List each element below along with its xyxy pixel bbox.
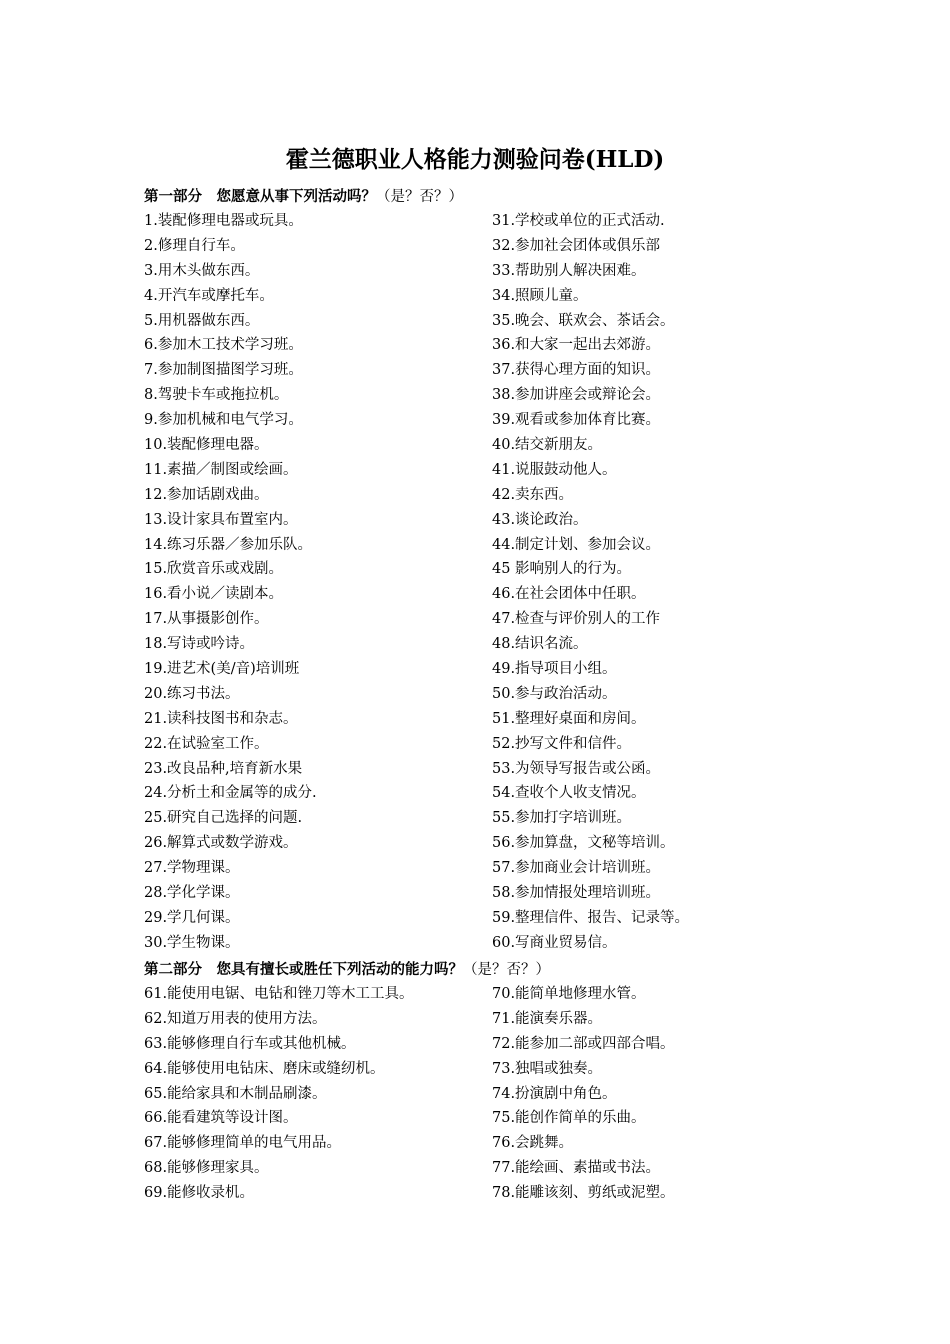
question-item: 59.整理信件、报告、记录等。 (492, 909, 690, 926)
question-item: 47.检查与评价别人的工作 (492, 611, 661, 628)
question-item: 10.装配修理电器。 (144, 437, 269, 454)
question-item: 45 影响别人的行为。 (492, 561, 632, 578)
question-item: 68.能够修理家具。 (144, 1160, 269, 1177)
question-item: 57.参加商业会计培训班。 (492, 860, 661, 877)
question-item: 29.学几何课。 (144, 909, 240, 926)
question-item: 51.整理好桌面和房间。 (492, 710, 646, 727)
question-item: 20.练习书法。 (144, 685, 240, 702)
question-item: 1.装配修理电器或玩具。 (144, 213, 303, 229)
question-item: 42.卖东西。 (492, 486, 574, 503)
question-item: 26.解算式或数学游戏。 (144, 835, 298, 852)
question-item: 50.参与政治活动。 (492, 685, 617, 702)
question-item: 55.参加打字培训班。 (492, 810, 632, 827)
question-item: 21.读科技图书和杂志。 (144, 710, 298, 727)
question-item: 16.看小说／读剧本。 (144, 586, 284, 603)
question-item: 24.分析土和金属等的成分. (144, 785, 317, 802)
part2-heading-note: （是？否？） (463, 962, 550, 978)
question-item: 44.制定计划、参加会议。 (492, 536, 661, 553)
question-item: 14.练习乐器／参加乐队。 (144, 536, 313, 553)
question-item: 41.说服鼓动他人。 (492, 461, 617, 478)
question-item: 17.从事摄影创作。 (144, 611, 269, 628)
question-item: 4.开汽车或摩托车。 (144, 287, 274, 304)
question-item: 74.扮演剧中角色。 (492, 1085, 617, 1102)
question-item: 62.知道万用表的使用方法。 (144, 1010, 327, 1027)
question-item: 43.谈论政治。 (492, 511, 588, 528)
question-item: 36.和大家一起出去郊游。 (492, 337, 661, 354)
question-item: 58.参加情报处理培训班。 (492, 885, 661, 902)
question-item: 48.结识名流。 (492, 636, 588, 653)
question-item: 69.能修收录机。 (144, 1185, 255, 1202)
question-item: 35.晚会、联欢会、茶话会。 (492, 312, 675, 329)
question-item: 8.驾驶卡车或拖拉机。 (144, 387, 289, 404)
question-item: 39.观看或参加体育比赛。 (492, 412, 661, 429)
question-item: 22.在试验室工作。 (144, 735, 269, 752)
question-item: 27.学物理课。 (144, 860, 240, 877)
question-item: 77.能绘画、素描或书法。 (492, 1160, 661, 1177)
question-item: 63.能够修理自行车或其他机械。 (144, 1035, 356, 1052)
question-item: 28.学化学课。 (144, 885, 240, 902)
question-item: 71.能演奏乐器。 (492, 1010, 603, 1027)
question-item: 54.查收个人收支情况。 (492, 785, 646, 802)
question-item: 7.参加制图描图学习班。 (144, 362, 303, 379)
question-item: 23.改良品种,培育新水果 (144, 760, 303, 777)
question-item: 13.设计家具布置室内。 (144, 511, 298, 528)
question-item: 25.研究自己选择的问题. (144, 810, 303, 827)
question-item: 53.为领导写报告或公函。 (492, 760, 661, 777)
question-item: 2.修理自行车。 (144, 237, 245, 254)
question-item: 76.会跳舞。 (492, 1135, 574, 1152)
question-item: 67.能够修理简单的电气用品。 (144, 1135, 342, 1152)
question-item: 38.参加讲座会或辩论会。 (492, 387, 661, 404)
part1-section (144, 184, 824, 956)
part1-question-list (144, 209, 824, 956)
question-item: 60.写商业贸易信。 (492, 934, 617, 951)
question-item: 19.进艺术(美/音)培训班 (144, 661, 300, 678)
part2-heading-text: 第二部分 您具有擅长或胜任下列活动的能力吗？ (144, 961, 463, 978)
question-item: 34.照顾儿童。 (492, 287, 588, 304)
question-item: 52.抄写文件和信件。 (492, 735, 632, 752)
question-item: 73.独唱或独奏。 (492, 1060, 603, 1077)
question-item: 49.指导项目小组。 (492, 661, 617, 678)
question-item: 15.欣赏音乐或戏剧。 (144, 561, 284, 578)
question-item: 6.参加木工技术学习班。 (144, 337, 303, 354)
part2-heading (144, 957, 824, 982)
question-item: 61.能使用电锯、电钻和锉刀等木工工具。 (144, 986, 414, 1002)
question-item: 18.写诗或吟诗。 (144, 636, 255, 653)
part1-heading (144, 184, 824, 209)
question-item: 37.获得心理方面的知识。 (492, 362, 661, 379)
question-item: 65.能给家具和木制品刷漆。 (144, 1085, 327, 1102)
question-item: 12.参加话剧戏曲。 (144, 486, 269, 503)
question-item: 40.结交新朋友。 (492, 437, 603, 454)
question-item: 78.能雕该刻、剪纸或泥塑。 (492, 1185, 675, 1202)
question-item: 56.参加算盘，文秘等培训。 (492, 835, 675, 852)
question-item: 33.帮助别人解决困难。 (492, 262, 646, 279)
question-item: 32.参加社会团体或俱乐部 (492, 237, 661, 254)
question-item: 3.用木头做东西。 (144, 262, 260, 279)
question-item: 11.素描／制图或绘画。 (144, 461, 298, 478)
part1-heading-text: 第一部分 您愿意从事下列活动吗？ (144, 188, 376, 205)
question-item: 9.参加机械和电气学习。 (144, 412, 303, 429)
page-title: 霍兰德职业人格能力测验问卷(HLD) (285, 146, 665, 173)
question-item: 64.能够使用电钻床、磨床或缝纫机。 (144, 1060, 385, 1077)
question-item: 31.学校或单位的正式活动. (492, 213, 665, 229)
part1-heading-note: （是？否？） (376, 189, 463, 205)
part2-question-list (144, 982, 824, 1206)
question-item: 66.能看建筑等设计图。 (144, 1110, 298, 1127)
question-item: 46.在社会团体中任职。 (492, 586, 646, 603)
question-item: 72.能参加二部或四部合唱。 (492, 1035, 675, 1052)
part2-section (144, 957, 824, 1206)
question-item: 30.学生物课。 (144, 934, 240, 951)
question-item: 75.能创作简单的乐曲。 (492, 1110, 646, 1127)
question-item: 5.用机器做东西。 (144, 312, 260, 329)
question-item: 70.能简单地修理水管。 (492, 986, 646, 1002)
